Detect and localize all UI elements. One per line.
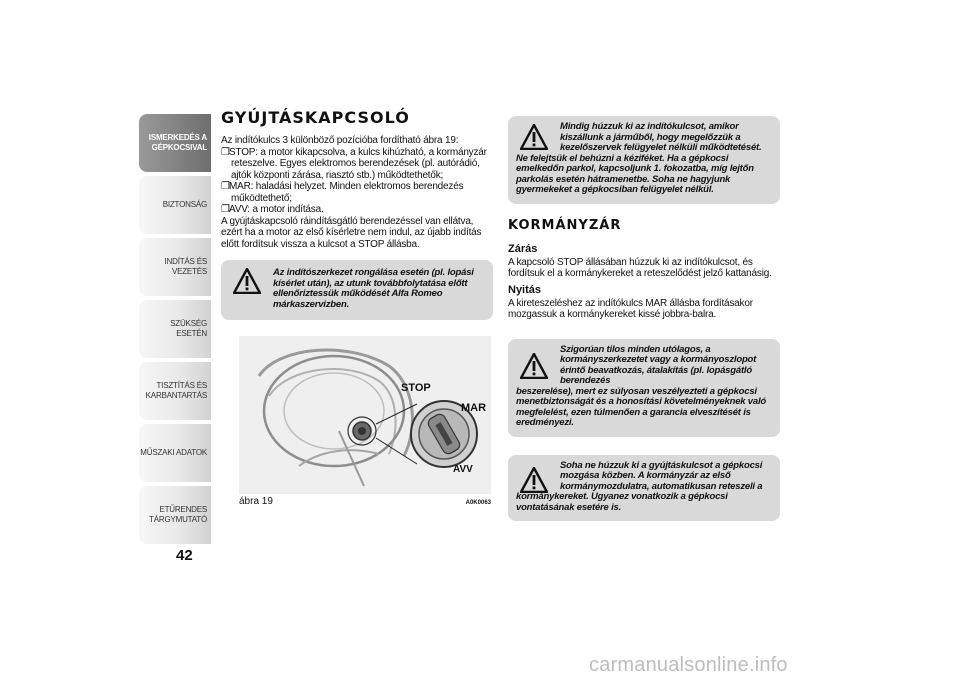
subheading-nyitas: Nyitás [508,283,542,296]
list-item: ❐STOP: a motor kikapcsolva, a kulcs kihúzható, a kormányzár reteszelve. Egyes elektromos berendezések (pl. autórádió, ajtók központi zárása, riasztó stb.) működtethetők; [221,146,487,181]
figure-caption-row [239,496,491,507]
intro-text: Az indítókulcs 3 különböző pozícióba fordítható ábra 19: [221,135,459,146]
warning-text-lead: Mindig húzzuk ki az indítókulcsot, amikor kiszállunk a járműből, hogy megelőzzük a kezelőszervek felügyelet nélküli működtetését. [560,121,762,153]
warning-box-driving [508,455,780,522]
warning-box [221,260,493,320]
tab-label: TISZTÍTÁS ÉS KARBANTARTÁS [145,381,207,400]
tab-label: ISMERKEDÉS A GÉPKOCSIVAL [148,133,207,152]
tab-muszaki[interactable] [139,424,211,482]
checkbox-bullet-icon: ❐ [221,181,230,192]
tab-label: SZÜKSÉG ESETÉN [170,319,207,338]
section-title-kormanyzar: KORMÁNYZÁR [508,217,622,233]
checkbox-bullet-icon: ❐ [221,204,230,215]
tab-label: ETŰRENDES TÁRGYMUTATÓ [149,505,207,524]
left-column [221,108,493,507]
list-item: ❐AVV: a motor indítása. [221,204,324,215]
warning-text-lead: Szigorúan tilos minden utólagos, a kormányszerkezetet vagy a kormányoszlopot érintő beavatkozás, átalakítás (pl. lopásgátló berendezés [560,343,757,386]
section-title-gyujtaskapcsolo: GYÚJTÁSKAPCSOLÓ [221,108,410,127]
label-mar: MAR [461,402,487,414]
position-list [221,147,493,216]
list-item: ❐MAR: haladási helyzet. Minden elektromos berendezés működtethető; [221,181,464,204]
warning-triangle-icon [520,353,548,379]
watermark: carmanualsonline.info [589,654,788,676]
warning-triangle-icon [520,467,548,493]
warning-text-rest: kormánykereket. Ugyanez vonatkozik a gépkocsi vontatásának esetére is. [516,491,728,513]
warning-text-rest: Ne felejtsük el behúzni a kéziféket. Ha a gépkocsi emelkedőn parkol, kapcsoljunk 1. fokozatba, míg lejtőn parkolás esetén hátramenetbe. Soha ne hagyjunk gyermekeket a gépkocsiban felügyelet nélkül. [516,152,754,195]
checkbox-bullet-icon: ❐ [221,146,230,158]
tab-ismerkedes[interactable] [139,114,211,172]
figure-caption: ábra 19 [239,496,273,507]
warning-box-key [508,116,780,204]
zaras-text: A kapcsoló STOP állásában húzzuk ki az indítókulcsot, és fordítsuk el a kormánykereket a reteszelődést jelző kattanásig. [508,256,772,279]
label-avv: AVV [453,464,473,475]
warning-text-lead: Soha ne húzzuk ki a gyújtáskulcsot a gépkocsi mozgása közben. A kormányzár az első kormánymozdulatra, automatikusan reteszeli a [560,459,763,492]
ignition-switch-figure [239,336,491,494]
subheading-zaras: Zárás [508,242,538,255]
nyitas-text: A kireteszeléshez az indítókulcs MAR állásba fordításakor mozgassuk a kormánykereket kissé jobbra-balra. [508,297,753,320]
tab-label: BIZTONSÁG [162,200,207,209]
right-column [508,116,780,529]
page-number: 42 [176,547,193,564]
warning-box-modification [508,339,780,437]
tab-label: INDÍTÁS ÉS VEZETÉS [164,257,207,276]
figure-code: A0K0063 [465,500,491,506]
tab-szukseg[interactable] [139,300,211,358]
tab-tisztitas[interactable] [139,362,211,420]
tab-targymutato[interactable] [139,486,211,544]
chapter-sidebar [139,114,211,548]
tab-biztonsag[interactable] [139,176,211,234]
immobilizer-paragraph: A gyújtáskapcsoló ráindításgátló berendezéssel van ellátva, ezért ha a motor az első kísérletre nem indul, az újabb indítás előtt fordítsuk vissza a kulcsot a STOP állásba. [221,215,482,250]
tab-label: MŰSZAKI ADATOK [140,448,207,457]
tab-inditas[interactable] [139,238,211,296]
warning-text-rest: beszerelése), mert ez súlyosan veszélyezteti a gépkocsi menetbiztonságát és a honosítási követelményeknek való megfelelést, ezen túlmenően a garancia elveszítését is eredményezi. [516,385,767,428]
warning-triangle-icon [233,268,261,294]
label-stop: STOP [401,382,431,394]
warning-triangle-icon [520,124,548,150]
warning-text: Az indítószerkezet rongálása esetén (pl. lopási kísérlet után), az utunk továbbfolytatása előtt ellenőriztessük működését Alfa Romeo márkaszervizben. [273,267,474,310]
